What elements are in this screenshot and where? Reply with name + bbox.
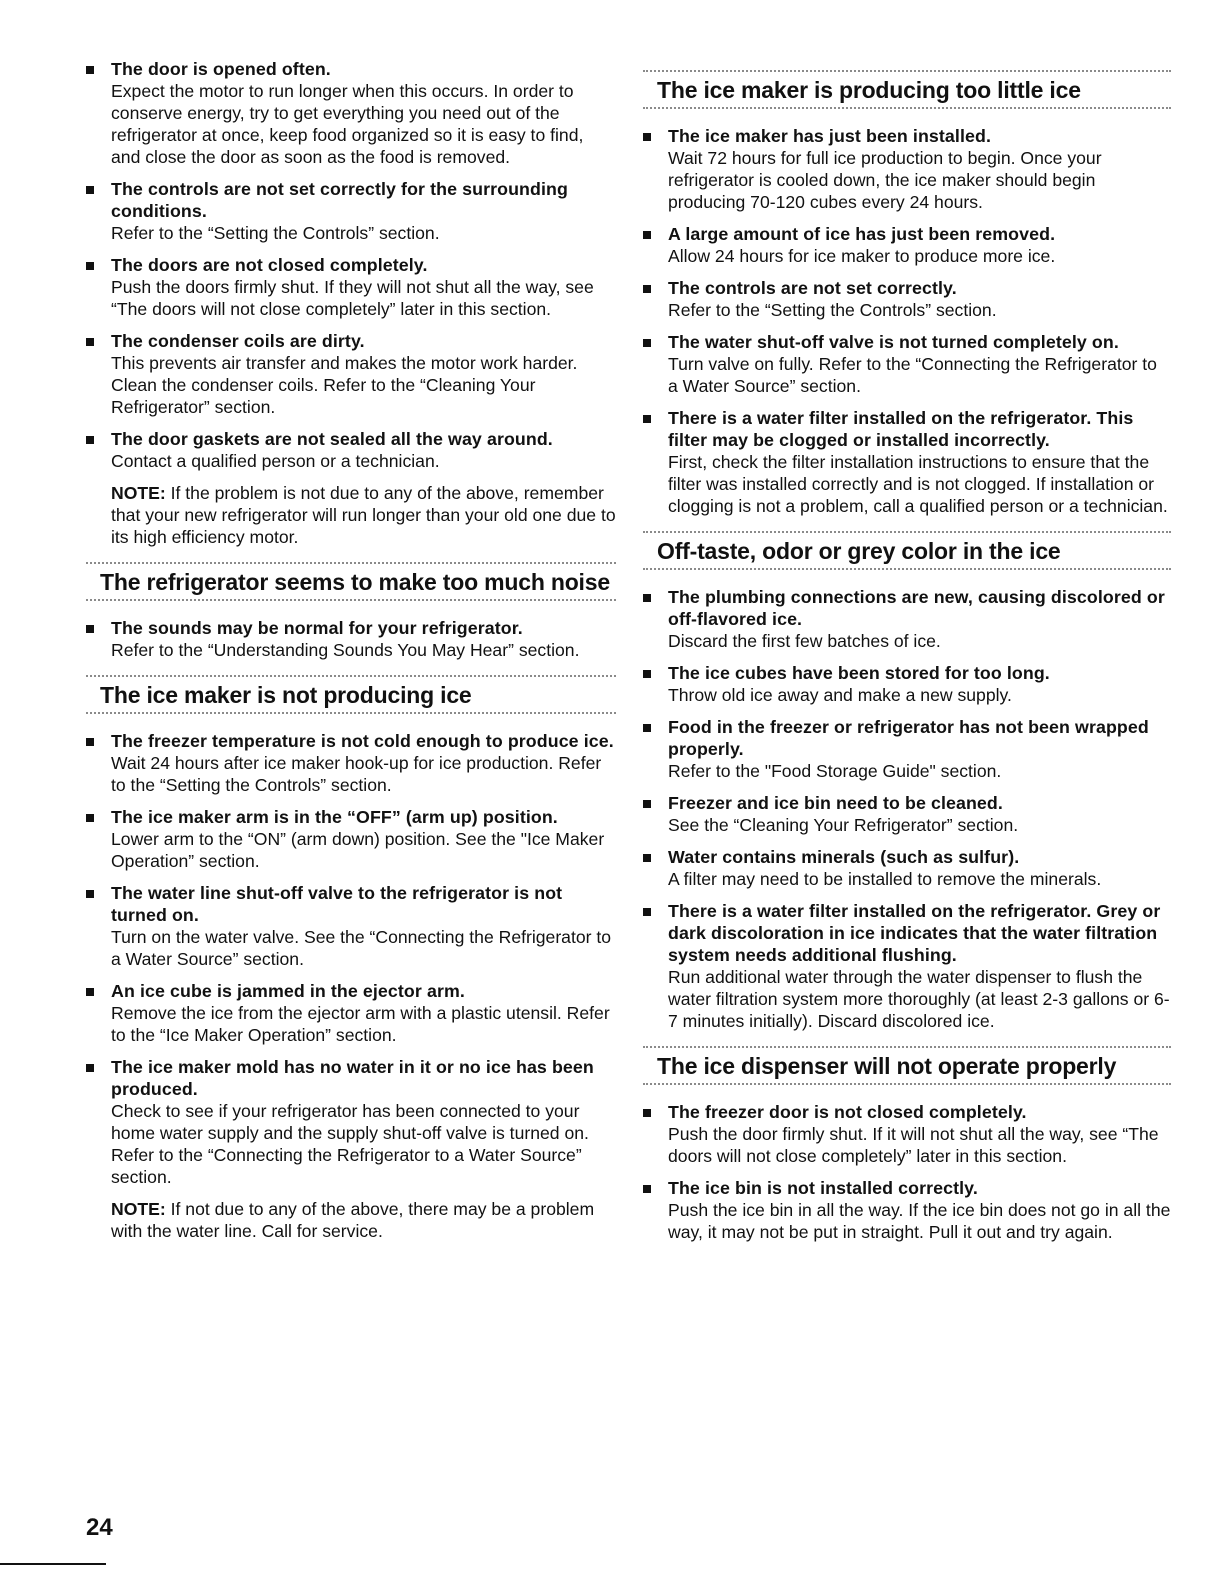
- item-title: The controls are not set correctly.: [668, 278, 957, 298]
- right-column: [643, 58, 1171, 1253]
- item-body: Wait 24 hours after ice maker hook-up for ice production. Refer to the “Setting the Controls” section.: [111, 753, 602, 795]
- divider: [643, 1083, 1171, 1085]
- section-header: [643, 1046, 1171, 1085]
- bullet-icon: [86, 66, 94, 74]
- bullet-icon: [86, 988, 94, 996]
- item-title: The ice maker has just been installed.: [668, 126, 991, 146]
- item-title: The water shut-off valve is not turned completely on.: [668, 332, 1119, 352]
- left-column: [86, 58, 616, 1254]
- item-title: The condenser coils are dirty.: [111, 331, 365, 351]
- item-title: A large amount of ice has just been removed.: [668, 224, 1056, 244]
- bullet-icon: [86, 1064, 94, 1072]
- item-body: Throw old ice away and make a new supply.: [668, 685, 1012, 705]
- item-body: Push the ice bin in all the way. If the ice bin does not go in all the way, it may not be put in straight. Pull it out and try again.: [668, 1200, 1171, 1242]
- item-title: The doors are not closed completely.: [111, 255, 428, 275]
- list-item: [643, 586, 1171, 652]
- list-item: [86, 1056, 616, 1188]
- bullet-icon: [86, 814, 94, 822]
- bullet-icon: [86, 625, 94, 633]
- item-body: Turn valve on fully. Refer to the “Connecting the Refrigerator to a Water Source” section.: [668, 354, 1157, 396]
- note-text: If the problem is not due to any of the above, remember that your new refrigerator will run longer than your old one due to its high efficiency motor.: [111, 483, 616, 547]
- divider: [86, 599, 616, 601]
- item-title: The ice maker mold has no water in it or no ice has been produced.: [111, 1057, 594, 1099]
- item-title: The freezer door is not closed completely.: [668, 1102, 1027, 1122]
- item-list: [86, 730, 616, 1188]
- page-number: 24: [86, 1514, 113, 1541]
- item-body: Check to see if your refrigerator has been connected to your home water supply and the supply shut-off valve is turned on. Refer to the “Connecting the Refrigerator to a Water Source” section.: [111, 1101, 589, 1187]
- bullet-icon: [643, 231, 651, 239]
- bullet-icon: [86, 338, 94, 346]
- bullet-icon: [643, 594, 651, 602]
- list-item: [86, 428, 616, 472]
- item-body: A filter may need to be installed to remove the minerals.: [668, 869, 1102, 889]
- item-list: [86, 617, 616, 661]
- divider: [643, 107, 1171, 109]
- bullet-icon: [643, 670, 651, 678]
- item-title: The sounds may be normal for your refrigerator.: [111, 618, 523, 638]
- section-header: [86, 562, 616, 601]
- note: [86, 1198, 616, 1242]
- list-item: [643, 407, 1171, 517]
- item-body: Refer to the “Understanding Sounds You May Hear” section.: [111, 640, 580, 660]
- list-item: [643, 1101, 1171, 1167]
- section-heading: The refrigerator seems to make too much noise: [100, 569, 610, 595]
- item-title: The freezer temperature is not cold enough to produce ice.: [111, 731, 614, 751]
- item-title: The plumbing connections are new, causing discolored or off-flavored ice.: [668, 587, 1165, 629]
- section-heading: The ice dispenser will not operate properly: [657, 1053, 1117, 1079]
- bullet-icon: [86, 738, 94, 746]
- section-heading: The ice maker is producing too little ice: [657, 77, 1081, 103]
- bullet-icon: [86, 186, 94, 194]
- list-item: [86, 730, 616, 796]
- list-item: [86, 617, 616, 661]
- item-body: Expect the motor to run longer when this occurs. In order to conserve energy, try to get everything you need out of the refrigerator at once, keep food organized so it is easy to find, and close the door as soon as the food is removed.: [111, 81, 584, 167]
- list-item: [86, 980, 616, 1046]
- list-item: [86, 58, 616, 168]
- item-title: The ice maker arm is in the “OFF” (arm up) position.: [111, 807, 558, 827]
- list-item: [86, 806, 616, 872]
- item-list: [643, 586, 1171, 1032]
- bullet-icon: [643, 854, 651, 862]
- note-label: NOTE:: [111, 483, 166, 503]
- item-title: The ice cubes have been stored for too long.: [668, 663, 1050, 683]
- item-body: Wait 72 hours for full ice production to begin. Once your refrigerator is cooled down, the ice maker should begin producing 70-120 cubes every 24 hours.: [668, 148, 1102, 212]
- item-title: The ice bin is not installed correctly.: [668, 1178, 978, 1198]
- item-body: Turn on the water valve. See the “Connecting the Refrigerator to a Water Source” section.: [111, 927, 612, 969]
- bullet-icon: [643, 1109, 651, 1117]
- list-item: [86, 330, 616, 418]
- item-title: The water line shut-off valve to the refrigerator is not turned on.: [111, 883, 563, 925]
- bullet-icon: [643, 339, 651, 347]
- item-body: Refer to the “Setting the Controls” section.: [111, 223, 440, 243]
- item-body: Discard the first few batches of ice.: [668, 631, 941, 651]
- list-item: [643, 792, 1171, 836]
- list-item: [86, 882, 616, 970]
- list-item: [86, 178, 616, 244]
- bullet-icon: [643, 800, 651, 808]
- note: [86, 482, 616, 548]
- footer-rule: [0, 1563, 106, 1565]
- divider: [643, 568, 1171, 570]
- item-list: [643, 125, 1171, 517]
- item-title: The door is opened often.: [111, 59, 331, 79]
- item-title: Water contains minerals (such as sulfur).: [668, 847, 1020, 867]
- note-text: If not due to any of the above, there may be a problem with the water line. Call for service.: [111, 1199, 595, 1241]
- list-item: [643, 277, 1171, 321]
- list-item: [643, 125, 1171, 213]
- item-body: Refer to the "Food Storage Guide" section.: [668, 761, 1002, 781]
- item-title: Food in the freezer or refrigerator has not been wrapped properly.: [668, 717, 1149, 759]
- list-item: [643, 223, 1171, 267]
- item-body: Contact a qualified person or a technician.: [111, 451, 440, 471]
- section-header: [643, 531, 1171, 570]
- item-title: The door gaskets are not sealed all the way around.: [111, 429, 553, 449]
- item-body: This prevents air transfer and makes the motor work harder. Clean the condenser coils. Refer to the “Cleaning Your Refrigerator” section.: [111, 353, 578, 417]
- list-item: [643, 900, 1171, 1032]
- list-item: [643, 331, 1171, 397]
- bullet-icon: [643, 1185, 651, 1193]
- item-body: See the “Cleaning Your Refrigerator” section.: [668, 815, 1019, 835]
- item-title: An ice cube is jammed in the ejector arm.: [111, 981, 465, 1001]
- list-item: [643, 662, 1171, 706]
- list-item: [643, 716, 1171, 782]
- item-body: First, check the filter installation instructions to ensure that the filter was installed correctly and is not clogged. If installation or clogging is not a problem, call a qualified person or a technician.: [668, 452, 1168, 516]
- bullet-icon: [86, 262, 94, 270]
- bullet-icon: [643, 133, 651, 141]
- bullet-icon: [643, 724, 651, 732]
- divider: [86, 712, 616, 714]
- section-header: [643, 70, 1171, 109]
- bullet-icon: [86, 890, 94, 898]
- section-heading: Off-taste, odor or grey color in the ice: [657, 538, 1061, 564]
- item-body: Allow 24 hours for ice maker to produce more ice.: [668, 246, 1056, 266]
- item-body: Refer to the “Setting the Controls” section.: [668, 300, 997, 320]
- section-heading: The ice maker is not producing ice: [100, 682, 472, 708]
- item-title: The controls are not set correctly for the surrounding conditions.: [111, 179, 568, 221]
- section-header: [86, 675, 616, 714]
- item-list: [643, 1101, 1171, 1243]
- bullet-icon: [643, 415, 651, 423]
- item-title: Freezer and ice bin need to be cleaned.: [668, 793, 1003, 813]
- list-item: [643, 1177, 1171, 1243]
- bullet-icon: [86, 436, 94, 444]
- item-body: Push the door firmly shut. If it will not shut all the way, see “The doors will not close completely” later in this section.: [668, 1124, 1159, 1166]
- note-label: NOTE:: [111, 1199, 166, 1219]
- list-item: [86, 254, 616, 320]
- item-title: There is a water filter installed on the refrigerator. Grey or dark discoloration in ice indicates that the water filtration system needs additional flushing.: [668, 901, 1161, 965]
- item-list: [86, 58, 616, 472]
- list-item: [643, 846, 1171, 890]
- bullet-icon: [643, 908, 651, 916]
- bullet-icon: [643, 285, 651, 293]
- item-body: Remove the ice from the ejector arm with a plastic utensil. Refer to the “Ice Maker Operation” section.: [111, 1003, 610, 1045]
- item-body: Push the doors firmly shut. If they will not shut all the way, see “The doors will not close completely” later in this section.: [111, 277, 594, 319]
- item-title: There is a water filter installed on the refrigerator. This filter may be clogged or installed incorrectly.: [668, 408, 1134, 450]
- item-body: Run additional water through the water dispenser to flush the water filtration system more thoroughly (at least 2-3 gallons or 6-7 minutes initially). Discard discolored ice.: [668, 967, 1170, 1031]
- item-body: Lower arm to the “ON” (arm down) position. See the "Ice Maker Operation” section.: [111, 829, 605, 871]
